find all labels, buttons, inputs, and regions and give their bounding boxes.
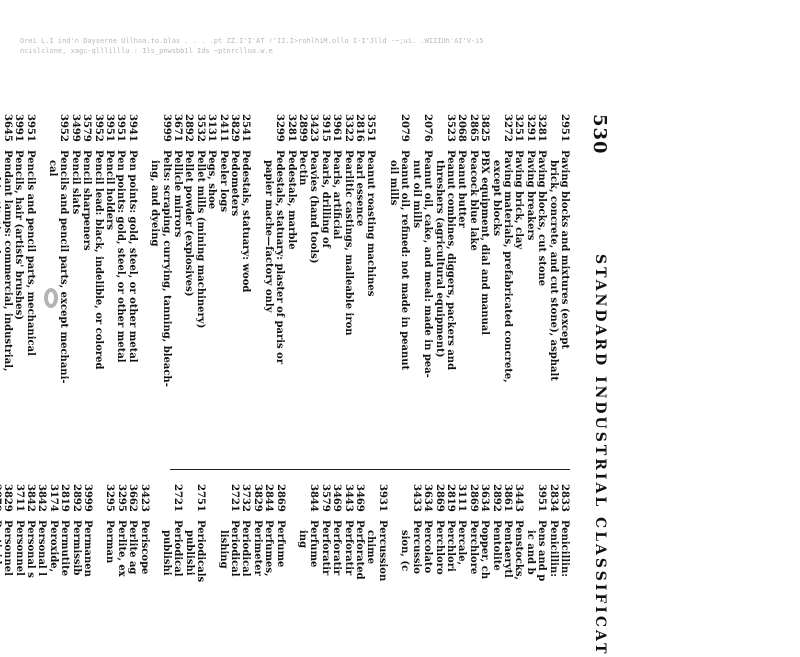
sic-code: 3322 — [342, 114, 354, 142]
sic-code — [297, 484, 308, 520]
entry-text: Peeler logs — [217, 150, 229, 212]
entry-text — [0, 150, 1, 254]
sic-code: 2892 — [490, 484, 502, 512]
entry-text: Perfume — [308, 520, 320, 568]
index-entry — [104, 114, 115, 454]
sic-code: 2892 — [70, 484, 82, 512]
sic-code — [388, 114, 399, 150]
index-entry — [297, 484, 308, 644]
index-entry — [81, 114, 92, 454]
index-entry — [308, 484, 319, 644]
index-entry — [308, 114, 319, 454]
entry-text: Pellet powder (explosives) — [183, 150, 195, 297]
index-entry — [547, 484, 558, 644]
index-entry — [24, 114, 35, 454]
entry-text: Perfumes, — [263, 520, 275, 577]
index-entry — [115, 484, 126, 644]
index-entry — [274, 114, 285, 454]
entry-text: Peanut roasting machines — [365, 150, 377, 297]
index-entry — [342, 484, 353, 644]
entry-text: Peanut combines, diggers, packers and — [444, 150, 456, 371]
entry-text: PBX equipment, dial and manual — [479, 150, 491, 336]
sic-code: 3281 — [536, 114, 548, 142]
sic-code: 2819 — [444, 484, 456, 512]
entry-text: Pencil slats — [69, 150, 81, 215]
entry-text: publishi — [161, 530, 172, 576]
entry-text: Permutite — [59, 520, 71, 577]
sic-code: 2869 — [467, 484, 479, 512]
entry-text: publishi — [183, 530, 195, 576]
index-entry — [149, 114, 160, 454]
index-entry — [104, 484, 115, 644]
index-entry — [25, 484, 36, 644]
index-entry — [82, 484, 93, 644]
entry-text: Pelts: scraping, currying, tanning, bleach- — [160, 150, 172, 387]
index-entry — [262, 114, 273, 454]
sic-code: 2819 — [59, 484, 71, 512]
entry-text: Pellicle mirrors — [172, 150, 183, 238]
sic-code: 3443 — [342, 484, 354, 512]
index-entry — [263, 484, 274, 644]
sic-code: 2721 — [172, 484, 184, 512]
entry-text: Perforatir — [331, 520, 343, 576]
index-entry — [138, 484, 149, 644]
sic-code: 3469 — [331, 484, 343, 512]
entry-text: Pencil sharpeners — [81, 150, 93, 251]
index-entry — [433, 484, 444, 644]
index-entry — [559, 484, 570, 644]
entry-text: Perlite, ex — [115, 520, 127, 577]
sic-code — [262, 114, 273, 150]
index-entry — [251, 484, 262, 644]
index-entry — [399, 114, 410, 454]
sic-code: 3861 — [501, 484, 513, 512]
entry-text: Pentaerytl — [501, 520, 513, 578]
entry-text: Penicillin: — [547, 520, 559, 577]
entry-text: Peroxide, — [47, 520, 59, 573]
index-entry — [47, 114, 58, 454]
sic-code: 2833 — [559, 484, 570, 512]
sic-code: 3941 — [126, 114, 138, 142]
sic-code: 3111 — [456, 484, 468, 512]
sic-code: 3551 — [365, 114, 377, 142]
entry-text: Paving breakers — [524, 150, 536, 241]
sic-code — [547, 114, 558, 150]
sic-code: 3951 — [115, 114, 127, 142]
right-column — [0, 484, 570, 644]
index-entry — [2, 484, 13, 644]
sic-code: 3961 — [331, 114, 343, 142]
index-entry — [285, 114, 296, 454]
entry-text: Percolato — [422, 520, 434, 574]
entry-text: Pectin — [297, 150, 309, 186]
sic-code: 2541 — [240, 114, 252, 142]
index-entry — [331, 484, 342, 644]
entry-text: ing — [297, 530, 309, 549]
entry-text: ic and b — [524, 530, 536, 575]
index-entry — [388, 114, 399, 454]
entry-text: Permissib — [70, 520, 82, 576]
entry-text: Pedestals, statuary: wood — [240, 150, 252, 293]
index-entry — [399, 484, 410, 644]
sic-code: 3634 — [479, 484, 491, 512]
entry-text: Pentolite — [490, 520, 502, 571]
sic-code: 2865 — [467, 114, 479, 142]
index-entry — [297, 114, 308, 454]
sic-code — [149, 114, 160, 150]
sic-code: 3443 — [513, 484, 525, 512]
sic-code: 3174 — [47, 484, 59, 512]
index-entry — [456, 114, 467, 454]
sic-code: 3952 — [58, 114, 70, 142]
entry-text: Personal s — [24, 520, 36, 578]
sic-code: 2844 — [263, 484, 275, 512]
entry-text: Perfume — [274, 520, 286, 568]
index-entry — [536, 114, 547, 454]
entry-text: cal — [46, 160, 58, 177]
sic-code: 2834 — [547, 484, 559, 512]
sic-code — [0, 484, 2, 520]
index-entry — [422, 114, 433, 454]
entry-text: Peanut oil, refined: not made in peanut — [399, 150, 411, 371]
index-entry — [433, 114, 444, 454]
sic-code — [524, 484, 535, 520]
index-entry — [240, 114, 251, 454]
index-entry — [331, 114, 342, 454]
index-entry — [365, 114, 376, 454]
index-entry — [524, 484, 535, 644]
entry-text: Perforatir — [319, 520, 331, 576]
sic-code: 2751 — [195, 484, 207, 512]
index-entry — [467, 114, 478, 454]
entry-text: Percale, — [456, 520, 468, 566]
sic-code: 3844 — [308, 484, 320, 512]
entry-text: chime — [365, 530, 377, 565]
sic-code: 2869 — [433, 484, 445, 512]
index-entry — [127, 484, 138, 644]
index-entry — [524, 114, 535, 454]
sic-code — [365, 484, 376, 520]
sic-code: 3579 — [81, 114, 93, 142]
index-entry — [58, 114, 69, 454]
entry-text: Periodical — [229, 520, 241, 577]
sic-code: 3272 — [501, 114, 513, 142]
index-entry — [410, 484, 421, 644]
index-entry — [547, 114, 558, 454]
index-entry — [183, 114, 194, 454]
sic-code: 3634 — [422, 484, 434, 512]
scan-header — [20, 36, 484, 56]
entry-text: Pendant lamps: commercial, industrial, — [1, 150, 13, 372]
index-entry — [410, 114, 421, 454]
index-entry — [217, 484, 228, 644]
index-entry — [217, 114, 228, 454]
sic-code: 3842 — [24, 484, 36, 512]
index-entry — [0, 484, 2, 644]
sic-code: 3645 — [1, 114, 13, 142]
sic-code — [0, 114, 1, 150]
index-entry — [377, 484, 388, 644]
index-entry — [490, 114, 501, 454]
entry-text: Perman — [104, 520, 116, 564]
sic-code: 3532 — [194, 114, 206, 142]
sic-code: 3829 — [2, 484, 14, 512]
index-entry — [206, 114, 217, 454]
sic-code — [433, 114, 444, 150]
entry-text: Pencil holders — [103, 150, 115, 231]
sic-code — [399, 484, 410, 520]
index-entry — [456, 484, 467, 644]
entry-text: Periodical — [172, 520, 184, 577]
entry-text: lishing — [217, 530, 229, 569]
index-entry — [274, 484, 285, 644]
entry-text: Peavies (hand tools) — [308, 150, 320, 264]
index-entry — [490, 484, 501, 644]
entry-text: Pens and p — [536, 520, 548, 582]
sic-code: 3499 — [69, 114, 81, 142]
entry-text: Percussio — [410, 520, 422, 574]
sic-code: 3829 — [229, 114, 241, 142]
sic-code: 3991 — [13, 114, 25, 142]
entry-text: Pegs, shoe — [206, 150, 218, 210]
entry-text: Paving blocks and mixtures (except — [559, 150, 570, 349]
sic-code — [47, 114, 58, 150]
index-entry — [445, 484, 456, 644]
entry-text: Pearls, drilling of — [319, 150, 331, 248]
sic-code: 3671 — [172, 114, 183, 142]
index-entry — [160, 114, 171, 454]
entry-text: Pearl essence — [354, 150, 366, 227]
sic-code — [490, 114, 501, 150]
column-rule — [170, 469, 570, 470]
index-entry — [422, 484, 433, 644]
sic-code: 3131 — [206, 114, 218, 142]
index-entry — [365, 484, 376, 644]
index-entry — [47, 484, 58, 644]
sic-code: 3842 — [36, 484, 48, 512]
sic-code: 3951 — [103, 114, 115, 142]
entry-text: Pearlitic castings, malleable iron — [342, 150, 354, 336]
sic-code: 2076 — [422, 114, 434, 142]
entry-text: nut oil mills — [410, 160, 422, 228]
entry-text: Penstocks, — [513, 520, 525, 580]
index-entry — [229, 114, 240, 454]
index-entry — [240, 484, 251, 644]
index-entry — [502, 484, 513, 644]
index-entry — [536, 484, 547, 644]
left-column — [0, 114, 570, 454]
index-entry — [445, 114, 456, 454]
index-entry — [70, 484, 81, 644]
sic-code: 2899 — [297, 114, 309, 142]
scan-header-line-2: ncislclone, xagc-qlllilllu : Ils_pnwsbb1l Ids ~ptnrcllua.w.e — [20, 47, 273, 55]
sic-code: 2816 — [354, 114, 366, 142]
entry-text: papier mache—factory only — [262, 160, 274, 313]
entry-text: sion, (c — [399, 530, 411, 572]
entry-text: Perchlori — [444, 520, 456, 572]
entry-text: Pen points: gold, steel, or other metal — [126, 150, 138, 363]
entry-text: Penicillin: — [559, 520, 570, 577]
sic-code: 3711 — [13, 484, 25, 512]
entry-text: Pellet mills (mining machinery) — [194, 150, 206, 329]
sic-code — [410, 114, 421, 150]
entry-text: Periodicals — [195, 520, 207, 583]
entry-text: Permanen — [81, 520, 93, 577]
index-entry — [319, 484, 330, 644]
entry-text: Perimeter — [251, 520, 263, 576]
index-entry — [229, 484, 240, 644]
entry-text: Perforated — [354, 520, 366, 580]
index-entry — [36, 484, 47, 644]
index-entry — [13, 484, 24, 644]
sic-code: 3291 — [524, 114, 536, 142]
sic-code: 3951 — [24, 114, 36, 142]
entry-text: Pencil lead: black, indelible, or colored — [92, 150, 104, 370]
index-entry — [126, 114, 137, 454]
sic-code — [183, 484, 194, 520]
index-entry — [513, 484, 524, 644]
sic-code: 3579 — [319, 484, 331, 512]
index-entry — [59, 484, 70, 644]
entry-text: Pencils, hair (artists' brushes) — [13, 150, 25, 320]
entry-text: oil mills — [387, 160, 399, 206]
entry-text: Paving materials, prefabricated concrete, — [501, 150, 513, 383]
sic-code: 3732 — [240, 484, 252, 512]
sic-code: 3251 — [513, 114, 525, 142]
index-entry — [172, 114, 183, 454]
index-entry — [479, 114, 490, 454]
entry-text: Peacock blue lake — [467, 150, 479, 251]
index-entry — [69, 114, 80, 454]
sic-code: 2869 — [274, 484, 286, 512]
entry-text: Periscope — [138, 520, 150, 575]
sic-code: 3662 — [127, 484, 139, 512]
sic-code: 3523 — [444, 114, 456, 142]
index-entry — [513, 114, 524, 454]
entry-text: Peanut oil, cake, and meal: made in pea- — [422, 150, 434, 378]
index-entry — [183, 484, 194, 644]
entry-text: Pedometers — [229, 150, 241, 217]
sic-code: 3825 — [479, 114, 491, 142]
entry-text: Paving brick, clay — [513, 150, 525, 250]
entry-text: Personal l — [36, 520, 48, 577]
index-entry — [13, 114, 24, 454]
sic-code — [217, 484, 228, 520]
entry-text: Perforatir — [342, 520, 354, 576]
sic-code: 2079 — [399, 114, 411, 142]
sic-code: 3295 — [115, 484, 127, 512]
sic-code: 3999 — [160, 114, 172, 142]
sic-code: 3295 — [104, 484, 116, 512]
sic-code: 2721 — [229, 484, 241, 512]
index-entry — [319, 114, 330, 454]
index-entry — [467, 484, 478, 644]
index-entry — [559, 114, 570, 454]
running-title: STANDARD INDUSTRIAL CLASSIFICAT — [592, 254, 608, 657]
entry-text: Perchloro — [433, 520, 445, 575]
sic-code: 3952 — [92, 114, 104, 142]
sic-code: 3469 — [354, 484, 366, 512]
entry-text: Perchlore — [467, 520, 479, 575]
entry-text: Pencils and pencil parts, mechanical — [24, 150, 36, 356]
index-entry — [354, 114, 365, 454]
entry-text — [0, 520, 2, 577]
sic-code: 2892 — [183, 114, 195, 142]
entry-text: brick, concrete, and cut stone), asphalt — [547, 160, 559, 381]
index-entry — [502, 114, 513, 454]
sic-code: 3423 — [308, 114, 320, 142]
page-number: 530 — [589, 114, 610, 155]
index-entry — [92, 114, 103, 454]
sic-code: 3931 — [376, 484, 388, 512]
rotated-page — [1, 114, 610, 657]
index-entry — [161, 484, 172, 644]
scan-header-line-1: Orei L.I ind'n Dayserne Ullhoa.to.blas . . . .pt ZZ.I'I'AT !'II.I>rohlhiM.ollo I-I'Jlld ·~;ui. .WIIIUh'AI'V-i5 — [20, 37, 484, 45]
index-entry — [194, 114, 205, 454]
entry-text: Periodical — [240, 520, 252, 577]
entry-text: Personnel — [13, 520, 25, 576]
entry-text: Pen points: gold, steel, or other metal — [115, 150, 127, 363]
entry-text: ing, and dyeing — [149, 160, 161, 247]
sic-code: 3423 — [138, 484, 150, 512]
index-entry — [354, 484, 365, 644]
index-entry — [172, 484, 183, 644]
entry-text: Popper, ch — [479, 520, 491, 580]
entry-text: Perlite ag — [127, 520, 139, 575]
entry-text: Peanut butter — [456, 150, 468, 228]
sic-code: 2951 — [559, 114, 570, 142]
entry-text: Pedestals, statuary: plaster of paris or — [274, 150, 286, 365]
entry-text: Personnel — [2, 520, 14, 576]
sic-code: 3951 — [536, 484, 548, 512]
entry-text: Pearls, artificial — [331, 150, 343, 240]
index-entry — [195, 484, 206, 644]
sic-code: 3915 — [319, 114, 331, 142]
index-entry — [115, 114, 126, 454]
sic-code: 2068 — [456, 114, 468, 142]
sic-code: 3829 — [251, 484, 263, 512]
entry-text: Paving blocks, cut stone — [536, 150, 548, 287]
index-entry — [1, 114, 12, 454]
entry-text: Pedestals, marble — [285, 150, 297, 250]
sic-code: 3299 — [274, 114, 286, 142]
entry-text: Percussion — [376, 520, 388, 582]
sic-code: 3999 — [81, 484, 93, 512]
sic-code: 3433 — [410, 484, 422, 512]
entry-text: except blocks — [490, 160, 502, 236]
index-entry — [342, 114, 353, 454]
sic-code — [161, 484, 172, 520]
sic-code: 3281 — [285, 114, 297, 142]
entry-text: threshers (agricultural equipment) — [433, 160, 445, 358]
sic-code: 2411 — [217, 114, 229, 142]
index-entry — [479, 484, 490, 644]
entry-text: Pencils and pencil parts, except mechani- — [58, 150, 70, 384]
